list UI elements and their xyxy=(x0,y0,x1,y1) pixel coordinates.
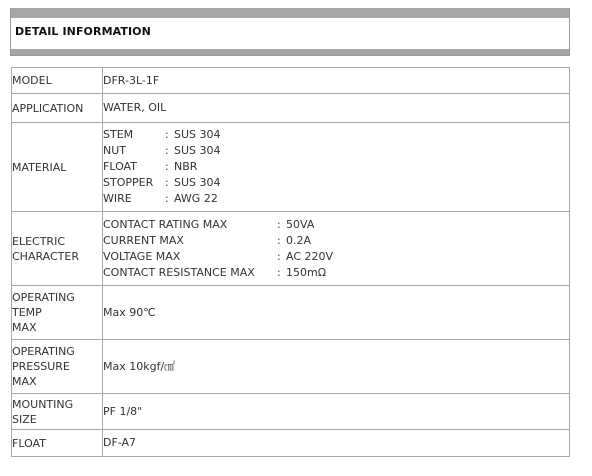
colon: : xyxy=(277,265,281,279)
header-title: DETAIL INFORMATION xyxy=(15,25,151,38)
colon: : xyxy=(165,144,169,157)
operating-temp-label-line3: MAX xyxy=(12,321,37,334)
row-operating-temp xyxy=(12,286,570,340)
electric-key: CONTACT RATING MAX xyxy=(103,217,228,231)
material-item xyxy=(103,143,569,159)
row-mounting xyxy=(12,394,570,430)
colon: : xyxy=(277,217,281,231)
operating-temp-label xyxy=(12,286,103,340)
mounting-value: PF 1/8" xyxy=(103,394,570,430)
material-key: NUT xyxy=(103,144,126,157)
header-top-bar xyxy=(11,8,569,18)
row-model xyxy=(12,68,570,94)
material-value: SUS 304 xyxy=(174,128,221,141)
material-value: NBR xyxy=(174,160,198,173)
electric-item xyxy=(103,265,569,281)
electric-value: 0.2A xyxy=(286,233,312,247)
float-value: DF-A7 xyxy=(103,430,570,457)
operating-temp-label-line1: OPERATING xyxy=(12,291,75,304)
material-key: WIRE xyxy=(103,192,132,205)
electric-label-line2: CHARACTER xyxy=(12,249,79,263)
electric-item xyxy=(103,217,569,233)
electric-value: AC 220V xyxy=(286,249,334,263)
mounting-label xyxy=(12,394,103,430)
float-label: FLOAT xyxy=(12,430,103,457)
operating-temp-value: Max 90℃ xyxy=(103,286,570,340)
material-item xyxy=(103,191,569,207)
electric-values xyxy=(103,212,570,286)
electric-item xyxy=(103,233,569,249)
colon: : xyxy=(165,192,169,205)
header-bottom-bar xyxy=(11,49,569,55)
application-label: APPLICATION xyxy=(12,94,103,123)
operating-pressure-value: Max 10kgf/㎠ xyxy=(103,340,570,394)
electric-label xyxy=(12,212,103,286)
material-label: MATERIAL xyxy=(12,123,103,212)
electric-key: VOLTAGE MAX xyxy=(103,249,181,263)
operating-temp-label-line2: TEMP xyxy=(12,306,42,319)
material-key: STEM xyxy=(103,128,134,141)
electric-value: 150mΩ xyxy=(286,265,327,279)
model-label: MODEL xyxy=(12,68,103,94)
operating-pressure-label xyxy=(12,340,103,394)
row-float xyxy=(12,430,570,457)
application-value: WATER, OIL xyxy=(103,94,570,123)
row-operating-pressure xyxy=(12,340,570,394)
operating-pressure-label-line2: PRESSURE xyxy=(12,360,70,373)
material-value: SUS 304 xyxy=(174,144,221,157)
operating-pressure-label-line1: OPERATING xyxy=(12,345,75,358)
electric-label-line1: ELECTRIC xyxy=(12,234,65,248)
model-value: DFR-3L-1F xyxy=(103,68,570,94)
detail-header xyxy=(10,8,570,56)
material-key: FLOAT xyxy=(103,160,137,173)
material-value: AWG 22 xyxy=(174,192,218,205)
row-material xyxy=(12,123,570,212)
electric-key: CURRENT MAX xyxy=(103,233,184,247)
colon: : xyxy=(165,176,169,189)
detail-table xyxy=(11,67,570,457)
colon: : xyxy=(165,160,169,173)
operating-pressure-label-line3: MAX xyxy=(12,375,37,388)
electric-item xyxy=(103,249,569,265)
colon: : xyxy=(165,128,169,141)
material-item xyxy=(103,175,569,191)
electric-value: 50VA xyxy=(286,217,315,231)
material-key: STOPPER xyxy=(103,176,154,189)
material-item xyxy=(103,159,569,175)
colon: : xyxy=(277,249,281,263)
material-values xyxy=(103,123,570,212)
mounting-label-line1: MOUNTING xyxy=(12,397,74,411)
material-value: SUS 304 xyxy=(174,176,221,189)
material-item xyxy=(103,127,569,143)
colon: : xyxy=(277,233,281,247)
mounting-label-line2: SIZE xyxy=(12,412,37,426)
row-application xyxy=(12,94,570,123)
row-electric xyxy=(12,212,570,286)
electric-key: CONTACT RESISTANCE MAX xyxy=(103,265,255,279)
